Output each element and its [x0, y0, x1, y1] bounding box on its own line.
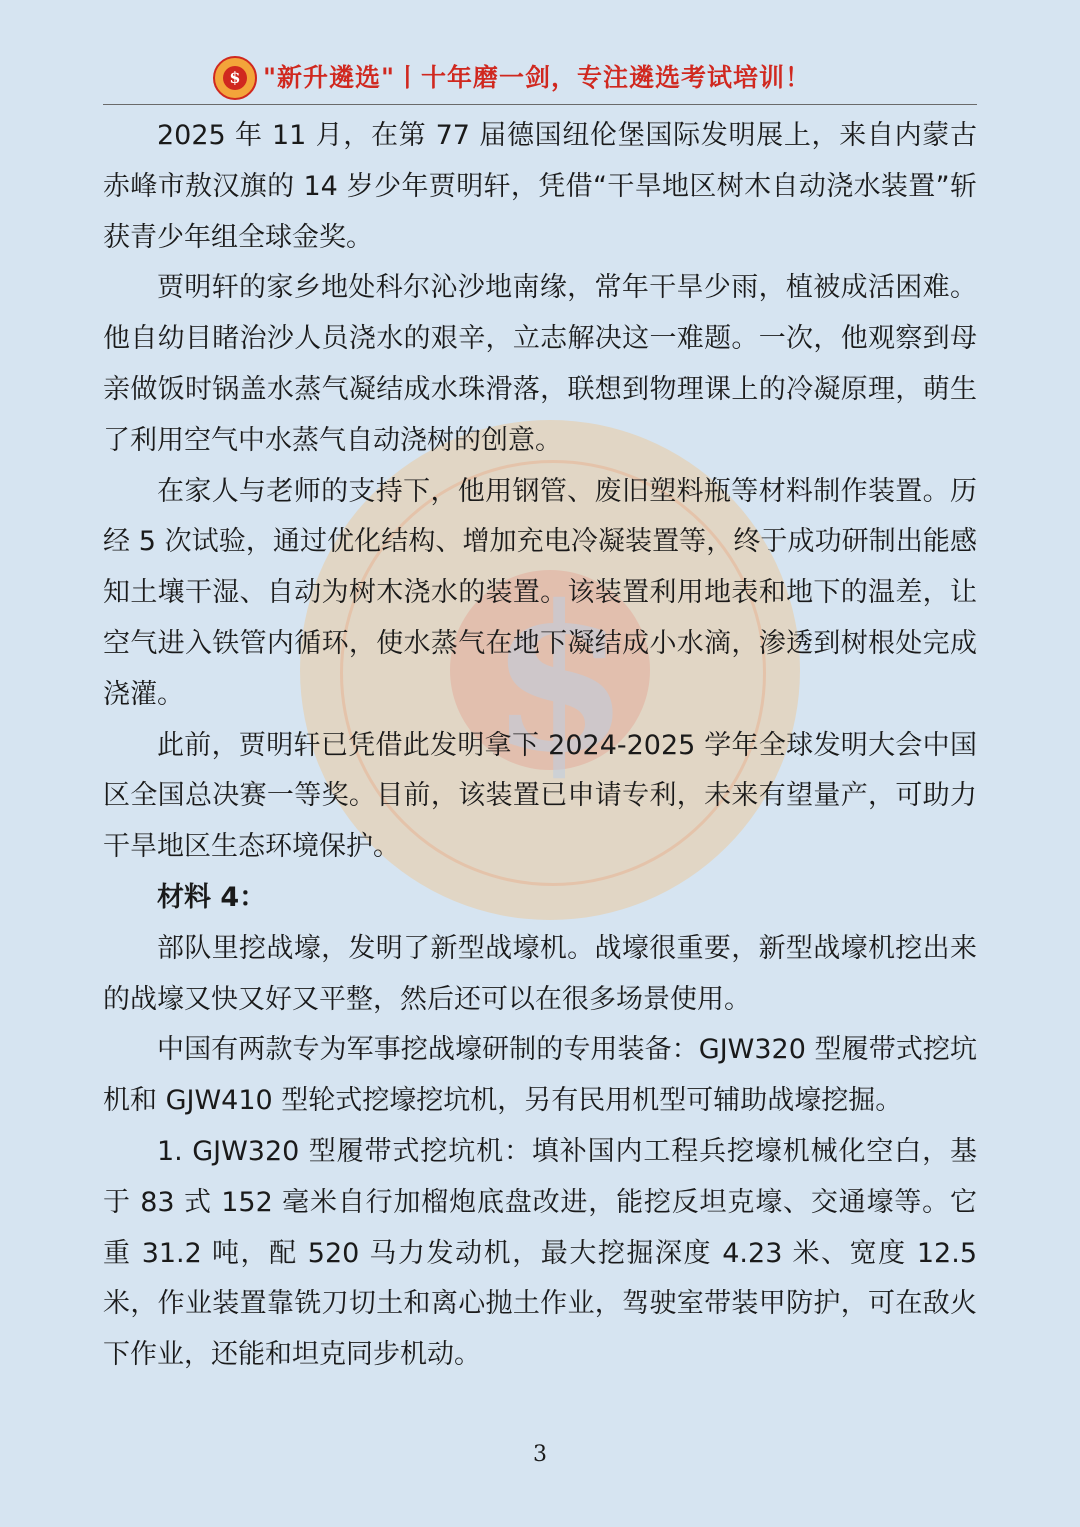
xinsheng-seal-icon — [213, 56, 257, 100]
header-tagline: "新升遴选"丨十年磨一剑，专注遴选考试培训！ — [263, 63, 812, 92]
page-number: 3 — [533, 1442, 547, 1467]
body-text — [103, 111, 977, 1381]
paragraph: 中国有两款专为军事挖战壕研制的专用装备：GJW320 型履带式挖坑机和 GJW410 型轮式挖壕挖坑机，另有民用机型可辅助战壕挖掘。 — [103, 1034, 977, 1117]
paragraph: 2025 年 11 月，在第 77 届德国纽伦堡国际发明展上，来自内蒙古赤峰市敖汉旗的 14 岁少年贾明轩，凭借“干旱地区树木自动浇水装置”斩获青少年组全球金奖。 — [103, 120, 977, 253]
paragraph: 部队里挖战壕，发明了新型战壕机。战壕很重要，新型战壕机挖出来的战壕又快又好又平整，然后还可以在很多场景使用。 — [103, 932, 977, 1015]
watermark-glyph: $ — [490, 562, 630, 797]
logo-mark: $ — [223, 66, 247, 90]
paragraph: 在家人与老师的支持下，他用钢管、废旧塑料瓶等材料制作装置。历经 5 次试验，通过优化结构、增加充电冷凝装置等，终于成功研制出能感知土壤干湿、自动为树木浇水的装置。该装置利用地表和地下的温差，让空气进入铁管内循环，使水蒸气在地下凝结成小水滴，渗透到树根处完成浇灌。 — [103, 475, 977, 710]
paragraph: 1. GJW320 型履带式挖坑机：填补国内工程兵挖壕机械化空白，基于 83 式 152 毫米自行加榴炮底盘改进，能挖反坦克壕、交通壕等。它重 31.2 吨，配 520 马力发动机，最大挖掘深度 4.23 米、宽度 12.5 米，作业装置靠铣刀切土和离心抛土作业，驾驶室带装甲防护，可在敌火下作业，还能和坦克同步机动。 — [103, 1135, 977, 1371]
paragraph: 贾明轩的家乡地处科尔沁沙地南缘，常年干旱少雨，植被成活困难。他自幼目睹治沙人员浇水的艰辛，立志解决这一难题。一次，他观察到母亲做饭时锅盖水蒸气凝结成水珠滑落，联想到物理课上的冷凝原理，萌生了利用空气中水蒸气自动浇树的创意。 — [103, 272, 977, 456]
page-header — [103, 56, 977, 105]
material-heading: 材料 4： — [157, 881, 267, 913]
paragraph: 此前，贾明轩已凭借此发明拿下 2024-2025 学年全球发明大会中国区全国总决赛一等奖。目前，该装置已申请专利，未来有望量产，可助力干旱地区生态环境保护。 — [103, 729, 977, 863]
